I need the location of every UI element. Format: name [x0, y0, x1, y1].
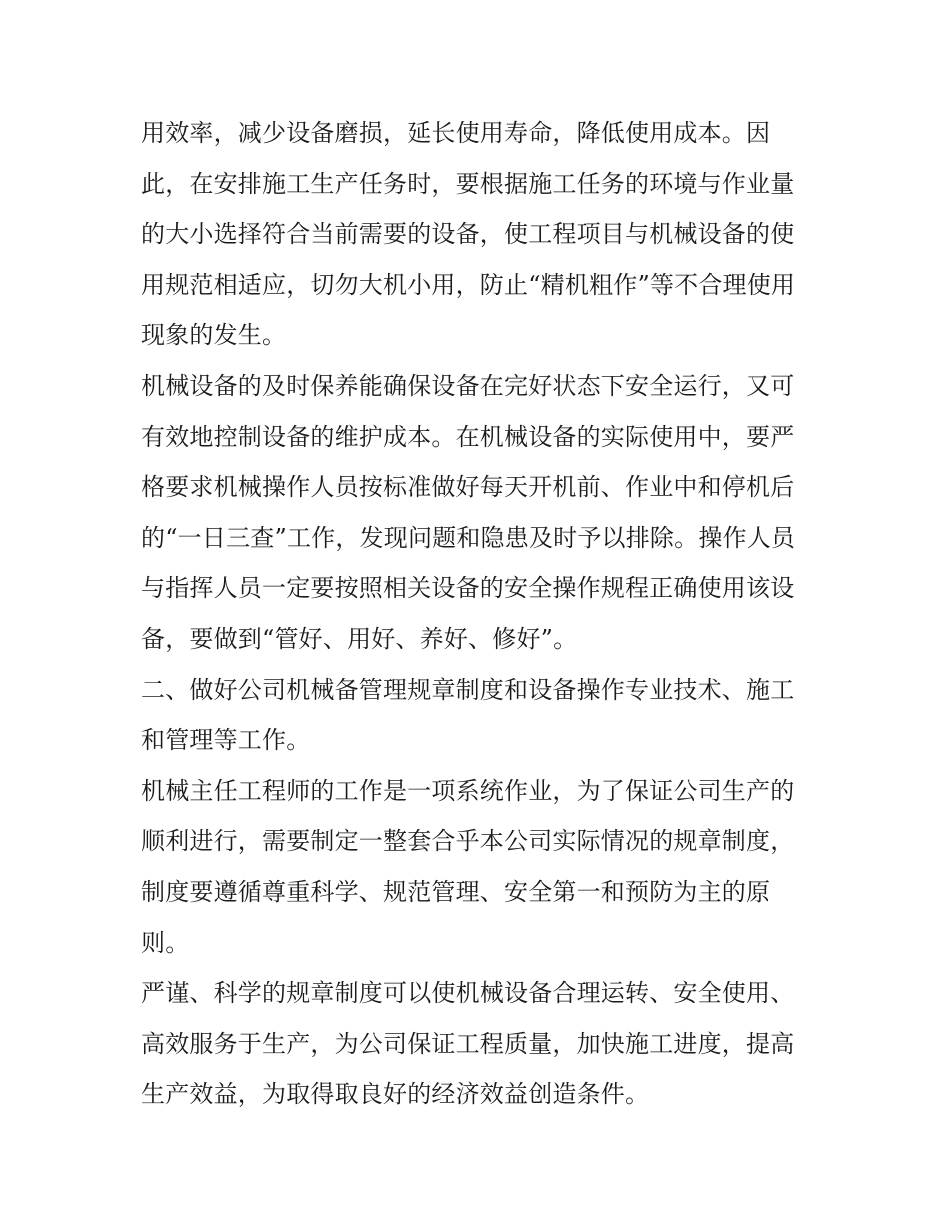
- text-line: 的大小选择符合当前需要的设备，使工程项目与机械设备的使: [141, 220, 795, 249]
- text-line: 用效率，减少设备磨损，延长使用寿命，降低使用成本。因: [141, 119, 771, 147]
- text-line: 此，在安排施工生产任务时，要根据施工任务的环境与作业量: [141, 169, 795, 198]
- text-line: 备，要做到“管好、用好、养好、修好”。: [141, 624, 578, 653]
- text-line: 严谨、科学的规章制度可以使机械设备合理运转、安全使用、: [141, 979, 795, 1008]
- text-line: 制度要遵循尊重科学、规范管理、安全第一和预防为主的原: [141, 877, 771, 906]
- text-line: 格要求机械操作人员按标准做好每天开机前、作业中和停机后: [141, 473, 795, 502]
- text-line: 生产效益，为取得取良好的经济效益创造条件。: [141, 1080, 650, 1109]
- section-heading: 和管理等工作。: [141, 726, 311, 755]
- text-line: 用规范相适应，切勿大机小用，防止“精机粗作”等不合理使用: [141, 270, 796, 299]
- text-line: 高效服务于生产，为公司保证工程质量，加快施工进度，提高: [141, 1029, 795, 1058]
- text-line: 现象的发生。: [141, 321, 287, 350]
- text-line: 则。: [141, 928, 190, 957]
- text-line: 的“一日三查”工作，发现问题和隐患及时予以排除。操作人员: [141, 523, 796, 552]
- text-line: 顺利进行，需要制定一整套合乎本公司实际情况的规章制度，: [141, 827, 795, 856]
- text-line: 机械设备的及时保养能确保设备在完好状态下安全运行，又可: [141, 371, 795, 400]
- body-text: [141, 108, 813, 1120]
- text-line: 有效地控制设备的维护成本。在机械设备的实际使用中，要严: [141, 422, 795, 451]
- text-line: 与指挥人员一定要按照相关设备的安全操作规程正确使用该设: [141, 574, 795, 603]
- text-line: 机械主任工程师的工作是一项系统作业，为了保证公司生产的: [141, 776, 795, 805]
- section-heading: 二、做好公司机械备管理规章制度和设备操作专业技术、施工: [141, 675, 795, 704]
